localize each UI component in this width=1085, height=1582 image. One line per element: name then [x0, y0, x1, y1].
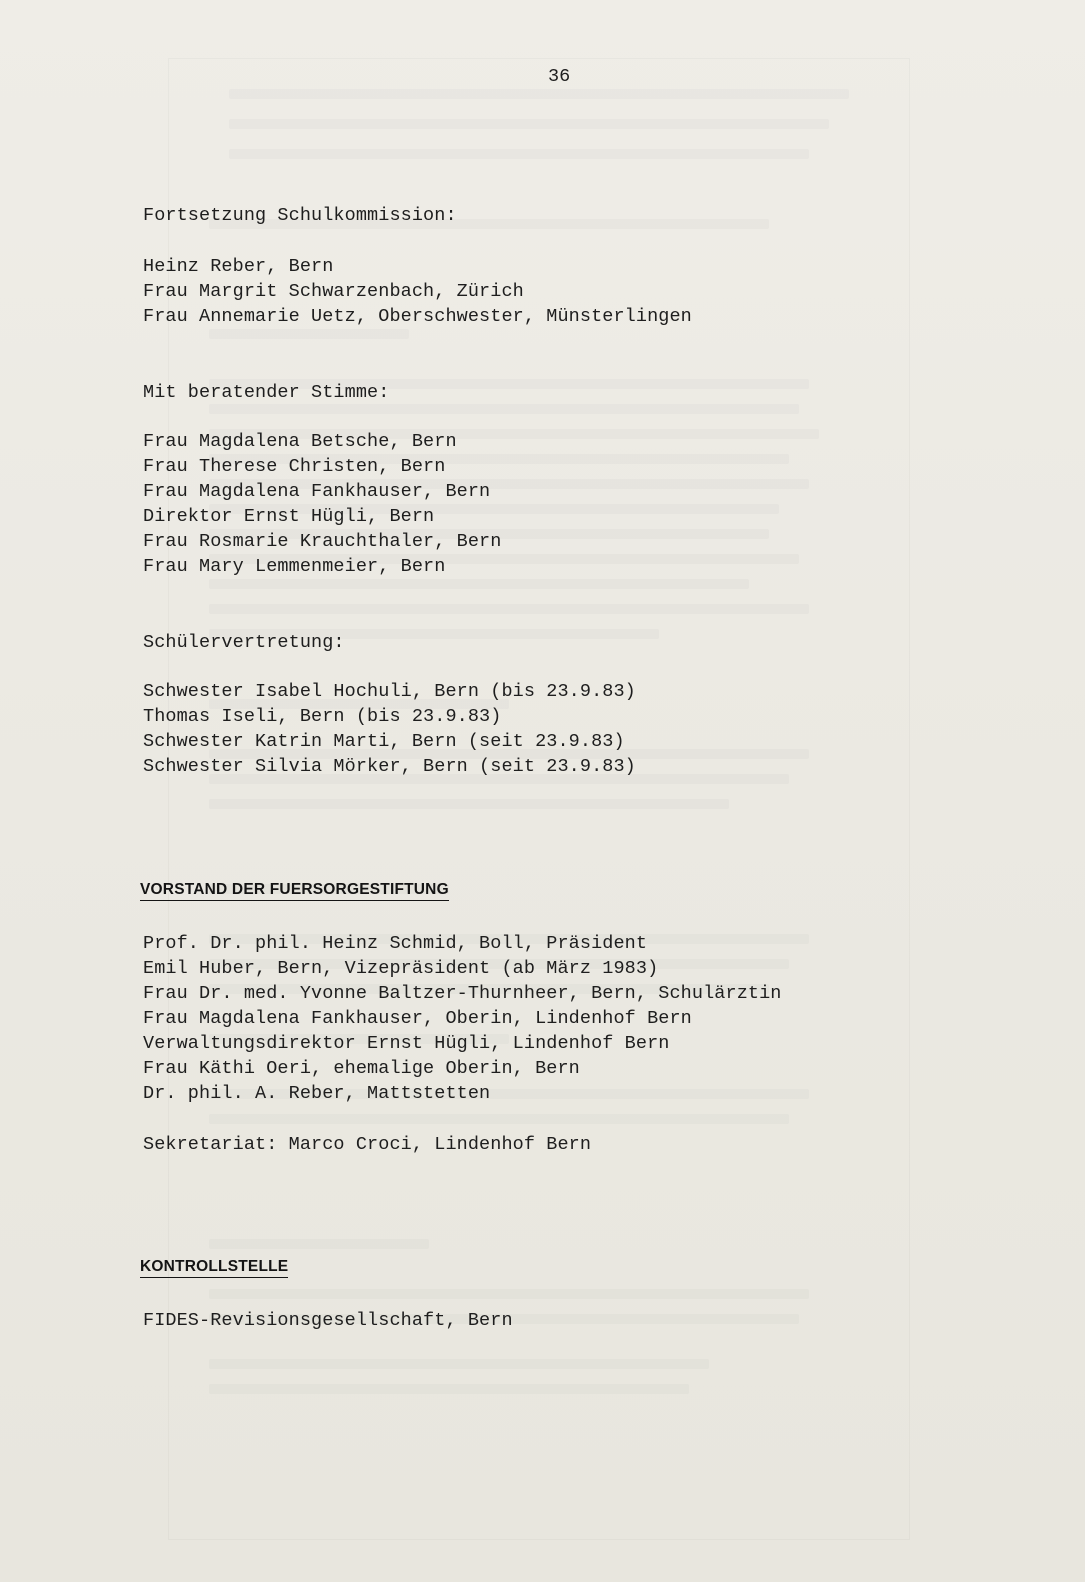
- section-title-student-representation: Schülervertretung:: [143, 632, 345, 653]
- section-heading-foundation-board: VORSTAND DER FUERSORGESTIFTUNG: [140, 881, 449, 901]
- advisory-member: Frau Therese Christen, Bern: [143, 456, 446, 477]
- advisory-member: Frau Mary Lemmenmeier, Bern: [143, 556, 446, 577]
- student-member: Schwester Silvia Mörker, Bern (seit 23.9.83): [143, 756, 636, 777]
- commission-member: Frau Margrit Schwarzenbach, Zürich: [143, 281, 524, 302]
- board-member: Prof. Dr. phil. Heinz Schmid, Boll, Präsident: [143, 933, 648, 954]
- section-heading-audit: KONTROLLSTELLE: [140, 1258, 288, 1278]
- board-member: Frau Käthi Oeri, ehemalige Oberin, Bern: [143, 1058, 580, 1079]
- page-number: 36: [548, 66, 571, 87]
- board-member: Dr. phil. A. Reber, Mattstetten: [143, 1083, 491, 1104]
- student-member: Schwester Isabel Hochuli, Bern (bis 23.9.83): [143, 681, 636, 702]
- advisory-member: Direktor Ernst Hügli, Bern: [143, 506, 435, 527]
- advisory-member: Frau Magdalena Betsche, Bern: [143, 431, 457, 452]
- section-title-advisory: Mit beratender Stimme:: [143, 382, 390, 403]
- commission-member: Heinz Reber, Bern: [143, 256, 334, 277]
- board-member: Emil Huber, Bern, Vizepräsident (ab März 1983): [143, 958, 659, 979]
- section-title-school-commission: Fortsetzung Schulkommission:: [143, 205, 457, 226]
- advisory-member: Frau Magdalena Fankhauser, Bern: [143, 481, 491, 502]
- student-member: Schwester Katrin Marti, Bern (seit 23.9.83): [143, 731, 625, 752]
- secretariat-line: Sekretariat: Marco Croci, Lindenhof Bern: [143, 1134, 592, 1155]
- student-member: Thomas Iseli, Bern (bis 23.9.83): [143, 706, 502, 727]
- commission-member: Frau Annemarie Uetz, Oberschwester, Münsterlingen: [143, 306, 692, 327]
- board-member: Frau Magdalena Fankhauser, Oberin, Lindenhof Bern: [143, 1008, 692, 1029]
- audit-entry: FIDES-Revisionsgesellschaft, Bern: [143, 1310, 513, 1331]
- board-member: Frau Dr. med. Yvonne Baltzer-Thurnheer, Bern, Schulärztin: [143, 983, 782, 1004]
- advisory-member: Frau Rosmarie Krauchthaler, Bern: [143, 531, 502, 552]
- board-member: Verwaltungsdirektor Ernst Hügli, Lindenhof Bern: [143, 1033, 670, 1054]
